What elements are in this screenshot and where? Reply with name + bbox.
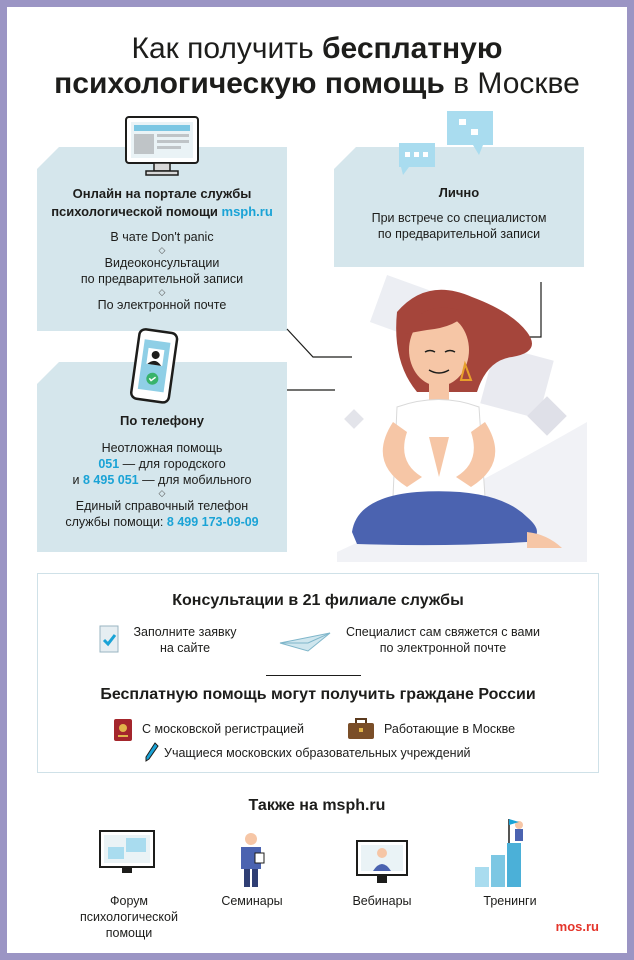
step-text: Заполните заявку [133,625,237,639]
briefcase-icon [346,717,376,741]
seminar-speaker-icon [233,831,269,889]
phone-number[interactable]: 8 495 051 [82,473,139,487]
phone-line: и [72,473,83,487]
also-label: Форум [110,894,148,908]
clipboard-check-icon [96,624,122,654]
consultations-title: Консультации в 21 филиале службы [172,592,464,609]
mos-ru-logo[interactable]: mos.ru [555,919,599,934]
phone-line: Неотложная помощь [101,441,223,455]
diamond-separator: ◇ [158,488,166,498]
also-item-seminars[interactable]: Семинары [221,894,283,908]
citizen-item-working: Работающие в Москве [384,722,516,736]
diamond-separator: ◇ [158,287,166,297]
diamond-separator: ◇ [158,245,166,255]
also-item-trainings[interactable]: Тренинги [483,894,537,908]
citizen-item-students: Учащиеся московских образовательных учреждений [164,746,471,760]
pen-icon [144,741,160,763]
forum-icon [98,829,160,875]
online-item-email: По электронной почте [97,298,227,312]
online-card-title: психологической помощи [51,204,222,219]
step-text: по электронной почте [379,641,507,655]
paper-plane-icon [278,629,332,653]
also-item-webinars[interactable]: Вебинары [352,894,412,908]
personal-card-text: по предварительной записи [377,227,541,241]
step-text: Специалист сам свяжется с вами [345,625,541,639]
phone-line: — для городского [119,457,226,471]
passport-icon [112,717,134,743]
divider [266,675,361,676]
title-part: психологическую помощь [54,67,445,100]
also-item-forum[interactable] [55,893,203,941]
webinar-icon [355,839,411,885]
phone-number[interactable]: 8 499 173-09-09 [166,515,259,529]
online-item-chat: В чате Don't panic [110,230,214,244]
personal-card-text: При встрече со специалистом [371,211,547,225]
phone-card-title: По телефону [119,413,205,428]
also-label: психологической [80,910,178,924]
step-text: на сайте [159,641,211,655]
citizens-title: Бесплатную помощь могут получить граждане России [100,686,536,703]
meditating-woman-illustration [297,272,597,562]
citizen-item-registration: С московской регистрацией [142,722,305,736]
title-part: в Москве [444,67,580,100]
online-item-video: по предварительной записи [80,272,244,286]
step-fill-form [130,624,240,656]
step-specialist-contact [338,624,548,656]
personal-card-title: Лично [438,185,480,200]
msph-link[interactable]: msph.ru [221,204,273,219]
title-part: Как получить [131,32,322,65]
online-item-video: Видеоконсультации [104,256,220,270]
phone-line: — для мобильного [138,473,252,487]
infographic [7,7,627,953]
consultations-box [37,573,599,773]
also-label: помощи [105,926,153,940]
online-card-title: Онлайн на портале службы [72,186,252,201]
also-title: Также на msph.ru [248,797,386,814]
trainings-steps-icon [473,815,539,889]
phone-line: службы помощи: [65,515,167,529]
phone-number[interactable]: 051 [98,457,120,471]
phone-line: Единый справочный телефон [75,499,249,513]
title-part: бесплатную [322,32,503,65]
